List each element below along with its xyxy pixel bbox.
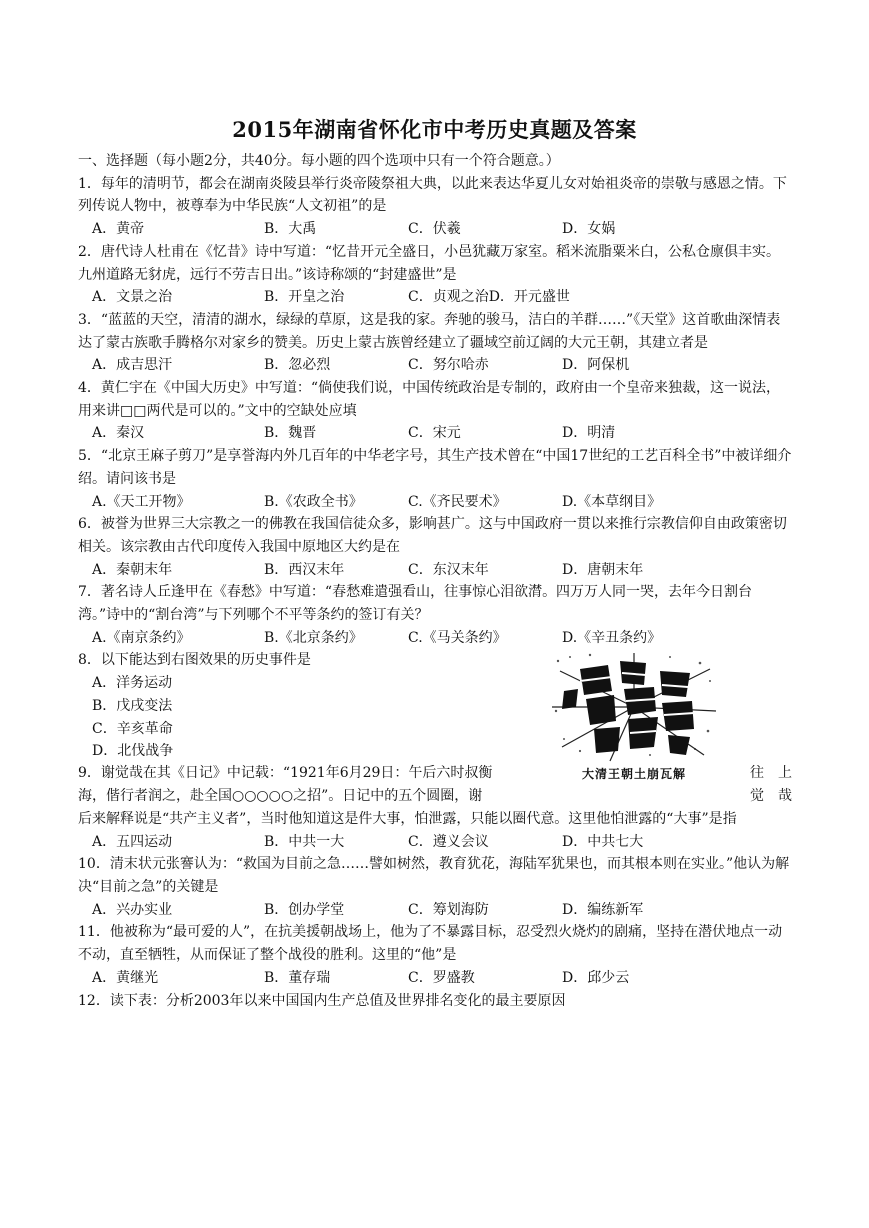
question-7 [78, 581, 792, 649]
question-5 [78, 445, 792, 513]
option-a: A．五四运动 [92, 833, 173, 850]
option-d: D．唐朝末年 [562, 561, 644, 578]
option-a: A．文景之治 [92, 289, 173, 306]
option-c: C．筹划海防 [408, 901, 489, 918]
option-c: C.《马关条约》 [408, 629, 507, 646]
question-4 [78, 377, 792, 445]
option-b: B．创办学堂 [264, 901, 345, 918]
question-12 [78, 990, 792, 1013]
options-row [78, 491, 792, 514]
exam-content [78, 150, 792, 1012]
option-a: A．黄帝 [92, 221, 145, 238]
option-d: D．中共七大 [562, 833, 644, 850]
option-d: D.《辛丑条约》 [562, 629, 662, 646]
option-a: A．成吉思汗 [92, 357, 173, 374]
option-c: C．东汉末年 [408, 561, 489, 578]
option-c: C．辛亥革命 [92, 720, 173, 737]
options-row [78, 559, 792, 582]
question-stem: 3．“蓝蓝的天空，清清的湖水，绿绿的草原，这是我的家。奔驰的骏马，洁白的羊群……”《天堂》这首歌曲深情表达了蒙古族歌手腾格尔对家乡的赞美。历史上蒙古族曾经建立了疆域空前辽阔的大元王朝，其建立者是 [78, 311, 781, 351]
option-a: A．秦朝末年 [92, 561, 173, 578]
options-row [78, 967, 792, 990]
question-stem: 1．每年的清明节，都会在湖南炎陵县举行炎帝陵祭祖大典，以此来表达华夏儿女对始祖炎帝的崇敬与感恩之情。下列传说人物中，被尊奉为中华民族“人文初祖”的是 [78, 175, 787, 215]
question-stem-rest: 后来解释说是“共产主义者”，当时他知道这是件大事，怕泄露，只能以圈代意。这里他怕泄露的“大事”是指 [78, 810, 737, 827]
options-row [78, 899, 792, 922]
question-6 [78, 513, 792, 581]
question-stem: 10．清末状元张謇认为：“救国为目前之急……譬如树然，教育犹花，海陆军犹果也，而其根本则在实业。”他认为解决“目前之急”的关键是 [78, 856, 790, 895]
option-b: B.《北京条约》 [264, 629, 363, 646]
stem-line-2-left: 海，偕行者润之，赴全国○○○○○之招”。日记中的五个圆圈，谢 [78, 788, 483, 805]
option-b: B．大禹 [264, 221, 317, 238]
option-d: D．邱少云 [562, 969, 630, 986]
question-11 [78, 921, 792, 989]
option-b: B.《农政全书》 [264, 493, 363, 510]
option-c: C．罗盛教 [408, 969, 475, 986]
question-stem: 2．唐代诗人杜甫在《忆昔》诗中写道：“忆昔开元全盛日，小邑犹藏万家室。稻米流脂粟米白，公私仓廪俱丰实。九州道路无豺虎，远行不劳吉日出。”该诗称颂的“封建盛世”是 [78, 243, 781, 283]
question-3 [78, 309, 792, 377]
question-stem: 11．他被称为“最可爱的人”，在抗美援朝战场上，他为了不暴露目标，忍受烈火烧灼的剧痛，坚持在潜伏地点一动不动，直至牺牲，从而保证了整个战役的胜利。这里的“他”是 [78, 924, 783, 964]
options-row [78, 627, 792, 650]
option-d: D．明清 [562, 425, 616, 442]
question-stem: 8．以下能达到右图效果的历史事件是 [78, 652, 311, 669]
option-a: A．兴办实业 [92, 901, 173, 918]
stem-line-1-right: 往 上 [750, 765, 792, 782]
option-d: D.《本草纲目》 [562, 493, 662, 510]
option-a: A.《南京条约》 [92, 629, 191, 646]
stem-line-1-left: 9．谢觉哉在其《日记》中记载：“1921年6月29日：午后六时叔衡 [78, 765, 493, 782]
option-b: B．开皇之治 [264, 289, 345, 306]
question-stem: 4．黄仁宇在《中国大历史》中写道：“倘使我们说，中国传统政治是专制的，政府由一个皇帝来独裁，这一说法，用来讲□□两代是可以的。”文中的空缺处应填 [78, 380, 781, 419]
option-d: D．女娲 [562, 221, 616, 238]
option-c: C．遵义会议 [408, 833, 489, 850]
option-b: B．西汉末年 [264, 561, 345, 578]
option-c: C．宋元 [408, 425, 461, 442]
option-a: A．黄继光 [92, 969, 159, 986]
question-stem-line-1 [78, 762, 792, 785]
figure-caption: 大清王朝土崩瓦解 [581, 767, 686, 782]
option-c: C．努尔哈赤 [408, 357, 489, 374]
question-2 [78, 241, 792, 309]
options-row [78, 354, 792, 377]
question-10 [78, 853, 792, 921]
question-1 [78, 173, 792, 241]
page-title: 2015年湖南省怀化市中考历史真题及答案 [232, 117, 637, 142]
option-c-d: C．贞观之治D．开元盛世 [408, 289, 570, 306]
option-b: B．中共一大 [264, 833, 345, 850]
question-stem: 12．读下表：分析2003年以来中国国内生产总值及世界排名变化的最主要原因 [78, 992, 566, 1009]
option-b: B．忽必烈 [264, 357, 331, 374]
option-d: D．编练新军 [562, 901, 644, 918]
question-stem: 6．被誉为世界三大宗教之一的佛教在我国信徒众多，影响甚广。这与中国政府一贯以来推行宗教信仰自由政策密切相关。该宗教由古代印度传入我国中原地区大约是在 [78, 516, 787, 555]
question-stem-line-2 [78, 785, 792, 808]
option-c: C．伏羲 [408, 221, 461, 238]
stem-line-2-right: 觉 哉 [750, 788, 792, 805]
crumbling-character-image [550, 651, 718, 763]
options-row [78, 831, 792, 854]
question-stem: 5．“北京王麻子剪刀”是享誉海内外几百年的中华老字号，其生产技术曾在“中国17世纪的工艺百科全书”中被详细介绍。请问该书是 [78, 448, 792, 487]
options-row [78, 422, 792, 445]
option-b: B．魏晋 [264, 425, 317, 442]
option-d: D．阿保机 [562, 357, 630, 374]
option-b: B．戊戌变法 [92, 697, 173, 714]
option-d: D．北伐战争 [92, 743, 174, 760]
option-a: A．洋务运动 [92, 675, 173, 692]
question-9 [78, 762, 792, 853]
options-row [78, 286, 792, 309]
section-heading: 一、选择题（每小题2分，共40分。每小题的四个选项中只有一个符合题意。） [78, 153, 560, 169]
option-a: A．秦汉 [92, 425, 145, 442]
option-c: C.《齐民要术》 [408, 493, 507, 510]
question-stem: 7．著名诗人丘逢甲在《春愁》中写道：“春愁难遣强看山，往事惊心泪欲潸。四万万人同一哭，去年今日割台湾。”诗中的“割台湾”与下列哪个不平等条约的签订有关？ [78, 584, 753, 624]
options-row [78, 218, 792, 241]
option-a: A.《天工开物》 [92, 493, 191, 510]
option-b: B．董存瑞 [264, 969, 331, 986]
